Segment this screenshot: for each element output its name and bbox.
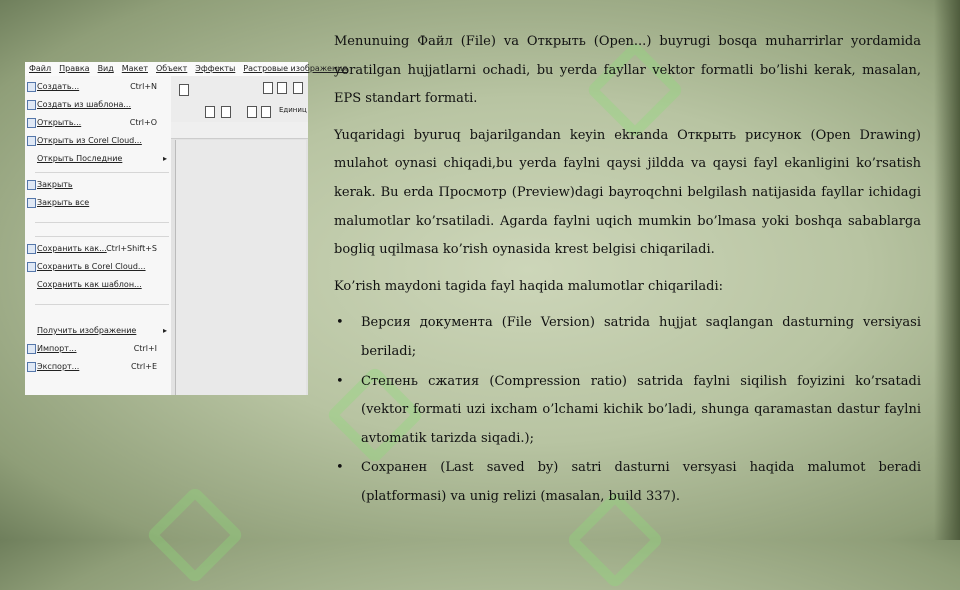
bullet-list: [334, 309, 921, 511]
save-as-icon: [27, 244, 36, 254]
paragraph-3: Ko’rish maydoni tagida fayl haqida malumotlar chiqariladi:: [334, 278, 724, 294]
menu-item-label: Импорт...: [37, 344, 77, 353]
menu-item-label: Создать...: [37, 82, 80, 91]
bullet-icon: •: [336, 460, 344, 476]
template-icon: [27, 100, 36, 110]
cloud-save-icon: [27, 262, 36, 272]
menu-item-label: Открыть из Corel Cloud...: [37, 136, 142, 145]
toolbar-button-icon: [247, 106, 257, 118]
menu-separator: [35, 304, 169, 305]
menu-item-label: Сохранить как шаблон...: [37, 280, 142, 289]
menu-separator: [35, 172, 169, 173]
toolbar-button-icon: [179, 84, 189, 96]
toolbar-button-icon: [293, 82, 303, 94]
toolbar-button-icon: [221, 106, 231, 118]
watermark-shape: [146, 486, 245, 585]
menubar-item[interactable]: Макет: [121, 64, 148, 73]
paragraph-1: Menunuing Файл (File) va Открыть (Open...) buyrugi bosqa muharrirlar yordamida yoratilgan hujjatlarni ochadi, bu yerda fayllar vektor formatli bo’lishi kerak, masalan, EPS standart formati.: [334, 34, 921, 107]
menu-item-shortcut: Ctrl+O: [129, 118, 157, 127]
menu-item[interactable]: [25, 260, 171, 274]
export-icon: [27, 362, 36, 372]
menu-item[interactable]: [25, 342, 171, 356]
toolbar: [171, 76, 308, 123]
submenu-arrow-icon: ▸: [162, 326, 167, 335]
menubar-item[interactable]: Вид: [97, 64, 114, 73]
submenu-arrow-icon: ▸: [162, 154, 167, 163]
bullet-item: • Степень сжатия (Compression ratio) satrida faylni siqilish foyizini ko’rsatadi (vektor formati uzi ixcham o’lchami kichik bo’ladi, shunga qaramastan dastur faylni avtomatik tarizda siqadi.);: [334, 368, 921, 454]
bullet-item: • Сохранен (Last saved by) satri dasturni versyasi haqida malumot beradi (platformasi) va unig relizi (masalan, build 337).: [334, 454, 921, 511]
menu-item-label: Получить изображение: [37, 326, 137, 335]
menu-item-label: Открыть...: [37, 118, 82, 127]
menu-item[interactable]: [25, 178, 171, 192]
menu-item-label: Открыть Последние: [37, 154, 123, 163]
menu-item-label: Сохранить как...: [37, 244, 107, 253]
paragraph-2: Yuqaridagi byuruq bajarilgandan keyin ekranda Открыть рисунок (Open Drawing) mulahot oynasi chiqadi,bu yerda faylni qaysi jildda va qaysi fayl ekanligini ko’rsatish kerak. Bu erda Просмотр (Preview)dagi bayroqchni belgilash natijasida fayllar ichidagi malumotlar ko’rsatiladi. Agarda faylni uqich mumkin bo’lmasa yoki boshqa sabablarga bogliq uqilmasa ko’rish oynasida krest belgisi chiqariladi.: [334, 127, 921, 258]
menu-item-label: Закрыть все: [37, 198, 90, 207]
menubar-item[interactable]: Растровые изображения: [243, 64, 348, 73]
menubar-item[interactable]: Эффекты: [195, 64, 236, 73]
body-text: [334, 28, 921, 512]
new-doc-icon: [27, 82, 36, 92]
toolbar-button-icon: [263, 82, 273, 94]
close-doc-icon: [27, 180, 36, 190]
menu-item[interactable]: [25, 360, 171, 374]
toolbar-button-icon: [261, 106, 271, 118]
menu-item[interactable]: [25, 98, 171, 112]
units-label: Единиц: [279, 106, 307, 114]
open-folder-icon: [27, 118, 36, 128]
toolbar-button-icon: [205, 106, 215, 118]
menu-item-shortcut: Ctrl+E: [131, 362, 157, 371]
ruler: [171, 122, 308, 139]
menu-item-label: Сохранить в Corel Cloud...: [37, 262, 146, 271]
menu-item[interactable]: [25, 134, 171, 148]
canvas: [175, 140, 306, 395]
menu-item-label: Создать из шаблона...: [37, 100, 132, 109]
bullet-icon: •: [336, 315, 344, 331]
menu-separator: [35, 236, 169, 237]
menubar-item[interactable]: Файл: [29, 64, 52, 73]
menubar-item[interactable]: Объект: [156, 64, 188, 73]
menu-item-label: Закрыть: [37, 180, 73, 189]
canvas-area: [171, 122, 308, 395]
right-edge-shade: [934, 0, 960, 540]
menu-item-label: Экспорт...: [37, 362, 80, 371]
menu-item-shortcut: Ctrl+I: [133, 344, 157, 353]
menu-item[interactable]: [25, 116, 171, 130]
coreldraw-menu-screenshot: [25, 62, 348, 395]
menu-item[interactable]: [25, 80, 171, 94]
cloud-icon: [27, 136, 36, 146]
menu-item[interactable]: [25, 278, 171, 292]
bullet-item: • Версия документа (File Version) satrida hujjat saqlangan dasturning versiyasi beriladi;: [334, 309, 921, 366]
menu-item[interactable]: [25, 242, 171, 256]
menu-separator: [35, 222, 169, 223]
menu-item[interactable]: [25, 196, 171, 210]
menu-item[interactable]: [25, 152, 171, 166]
menubar-item[interactable]: Правка: [59, 64, 90, 73]
toolbar-button-icon: [277, 82, 287, 94]
import-icon: [27, 344, 36, 354]
menu-item[interactable]: [25, 324, 171, 338]
menubar: [25, 62, 348, 77]
menu-item-shortcut: Ctrl+Shift+S: [106, 244, 157, 253]
close-all-icon: [27, 198, 36, 208]
bullet-icon: •: [336, 373, 344, 389]
menu-item-shortcut: Ctrl+N: [130, 82, 157, 91]
file-menu-dropdown: [25, 76, 172, 395]
